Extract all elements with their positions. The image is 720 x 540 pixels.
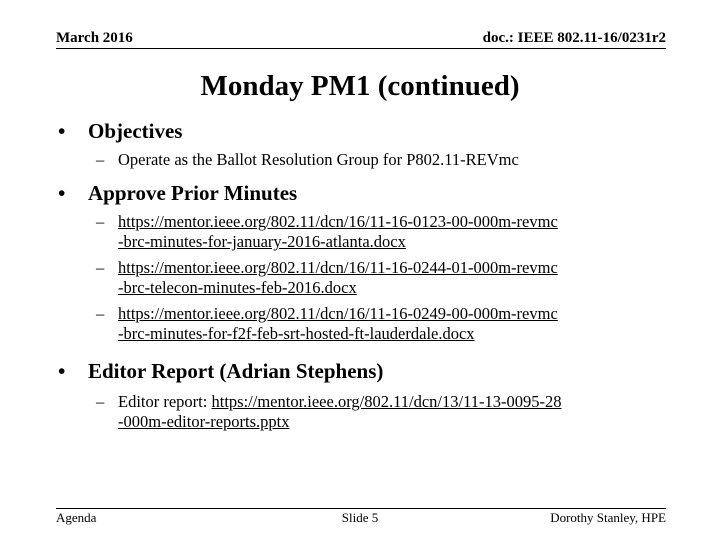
sub-bullet-minutes-3 bbox=[58, 304, 678, 344]
link-line-2[interactable]: -brc-telecon-minutes-feb-2016.docx bbox=[118, 278, 357, 297]
editor-report-prefix: Editor report: bbox=[118, 392, 212, 411]
slide-body bbox=[58, 118, 678, 432]
slide-title: Monday PM1 (continued) bbox=[200, 70, 520, 102]
dash-marker: – bbox=[96, 258, 105, 277]
sub-bullet-editor-report bbox=[58, 392, 678, 432]
bullet-objectives: • Objectives bbox=[58, 118, 678, 144]
link-line-1[interactable]: https://mentor.ieee.org/802.11/dcn/16/11-16-0244-01-000m-revmc bbox=[118, 258, 558, 277]
bullet-editor-report: • Editor Report (Adrian Stephens) bbox=[58, 358, 678, 384]
slide-number: Slide 5 bbox=[341, 510, 379, 525]
sub-bullet-text: Operate as the Ballot Resolution Group for P802.11-REVmc bbox=[118, 150, 519, 169]
dash-marker: – bbox=[96, 212, 105, 231]
link-line-2[interactable]: -brc-minutes-for-f2f-feb-srt-hosted-ft-lauderdale.docx bbox=[118, 324, 475, 343]
footer-divider bbox=[56, 508, 666, 509]
bullet-approve-minutes: • Approve Prior Minutes bbox=[58, 180, 678, 206]
header-doc-id: doc.: IEEE 802.11-16/0231r2 bbox=[482, 30, 666, 46]
header-date: March 2016 bbox=[56, 30, 133, 46]
minutes-link-3[interactable] bbox=[118, 304, 558, 343]
dash-marker: – bbox=[96, 304, 105, 323]
link-line-1[interactable]: https://mentor.ieee.org/802.11/dcn/16/11-16-0249-00-000m-revmc bbox=[118, 304, 558, 323]
sub-bullet-objective-1 bbox=[58, 150, 678, 170]
header-divider bbox=[56, 48, 666, 49]
link-line-1[interactable]: https://mentor.ieee.org/802.11/dcn/16/11-16-0123-00-000m-revmc bbox=[118, 212, 558, 231]
minutes-link-2[interactable] bbox=[118, 258, 558, 297]
dash-marker: – bbox=[96, 392, 105, 411]
link-line-2[interactable]: -brc-minutes-for-january-2016-atlanta.docx bbox=[118, 232, 406, 251]
footer-left: Agenda bbox=[56, 510, 97, 525]
link-line-2[interactable]: -000m-editor-reports.pptx bbox=[118, 412, 290, 431]
footer-author: Dorothy Stanley, HPE bbox=[550, 510, 666, 525]
link-line-1[interactable]: https://mentor.ieee.org/802.11/dcn/13/11-13-0095-28 bbox=[211, 392, 562, 411]
minutes-link-1[interactable] bbox=[118, 212, 558, 251]
dash-marker: – bbox=[96, 150, 105, 169]
sub-bullet-minutes-1 bbox=[58, 212, 678, 252]
sub-bullet-minutes-2 bbox=[58, 258, 678, 298]
